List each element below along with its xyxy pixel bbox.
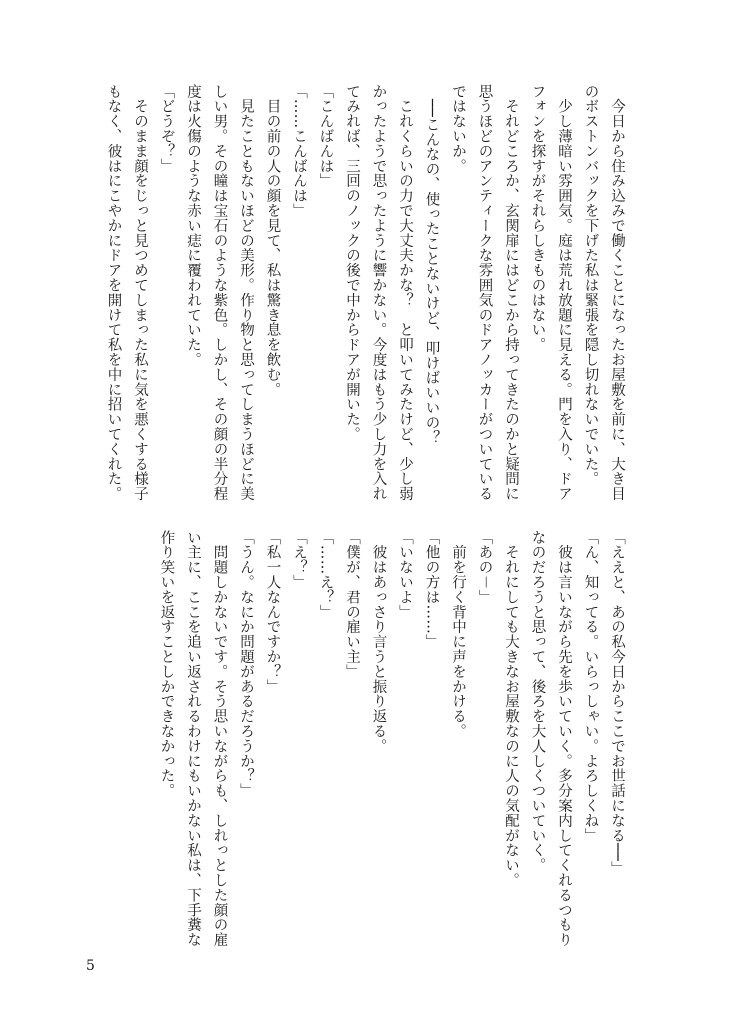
paragraph: 「どうぞ？」 bbox=[158, 84, 175, 174]
paragraph: 「あの－」 bbox=[476, 530, 493, 605]
paragraph: 今日から住み込みで働くことになったお屋敷を前に、大き目のボストンバックを下げた私は緊張を隠し切れないでいた。 bbox=[582, 84, 625, 502]
paragraph: これくらいの力で大丈夫かな？ と叩いてみたけど、少し弱かったようで思ったように響かない。今度はもう少し力を入れてみれば、三回のノックの後で中からドアが開いた。 bbox=[344, 84, 413, 502]
paragraph: 「ん、知ってる。いらっしゃい。よろしくね」 bbox=[582, 530, 599, 843]
paragraph: ──こんなの、使ったことないけど、叩けばいいの？ bbox=[423, 84, 440, 445]
paragraph: 「いないよ」 bbox=[397, 530, 413, 620]
paragraph: 見たこともないほどの美形。作り物と思ってしまうほどに美しい男。その瞳は宝石のような紫色。しかし、その顔の半分程度は火傷のような赤い痣に覆われていた。 bbox=[185, 84, 254, 502]
paragraph: 「他の方は……」 bbox=[423, 530, 440, 650]
text-block-bottom bbox=[100, 530, 630, 950]
paragraph: 彼はあっさり言うと振り返る。 bbox=[370, 530, 387, 754]
paragraph: 「ええと、あの私今日からここでお世話になる──」 bbox=[609, 530, 625, 877]
paragraph: それにしても大きなお屋敷なのに人の気配がない。 bbox=[503, 530, 519, 888]
page-number: 5 bbox=[86, 958, 95, 974]
paragraph: 目の前の人の顔を見て、私は驚き息を飲む。 bbox=[264, 84, 281, 397]
paragraph: 「え？」 bbox=[291, 530, 307, 590]
paragraph: 「うん。なにか問題があるだろうか？」 bbox=[238, 530, 254, 799]
paragraph: 少し薄暗い雰囲気。庭は荒れ放題に見える。門を入り、ドアフォンを探すがそれらしきものはない。 bbox=[529, 84, 572, 502]
paragraph: 「……え？」 bbox=[317, 530, 334, 620]
paragraph: 問題しかないです。そう思いながらも、しれっとした顔の雇い主に、ここを追い返されるわけにもいかない私は、下手糞な作り笑いを返すことしかできなかった。 bbox=[158, 530, 228, 948]
paragraph: 「僕が、君の雇い主」 bbox=[344, 530, 360, 679]
paragraph: そのまま顔をじっと見つめてしまった私に気を悪くする様子もなく、彼はにこやかにドアを開けて私を中に招いてくれた。 bbox=[105, 84, 148, 502]
text-block-top bbox=[100, 84, 630, 504]
paragraph: 「……こんばんは」 bbox=[291, 84, 307, 219]
paragraph: それどころか、玄関扉にはどこから持ってきたのかと疑問に思うほどのアンティークな雰囲気のドアノッカーがついているではないか。 bbox=[450, 84, 519, 502]
paragraph: 前を行く背中に声をかける。 bbox=[450, 530, 466, 739]
paragraph: 「私一人なんですか？」 bbox=[264, 530, 281, 694]
paragraph: 「こんばんは」 bbox=[317, 84, 334, 189]
paragraph: 彼は言いながら先を歩いていく。多分案内してくれるつもりなのだろうと思って、後ろを大人しくついていく。 bbox=[529, 530, 572, 948]
